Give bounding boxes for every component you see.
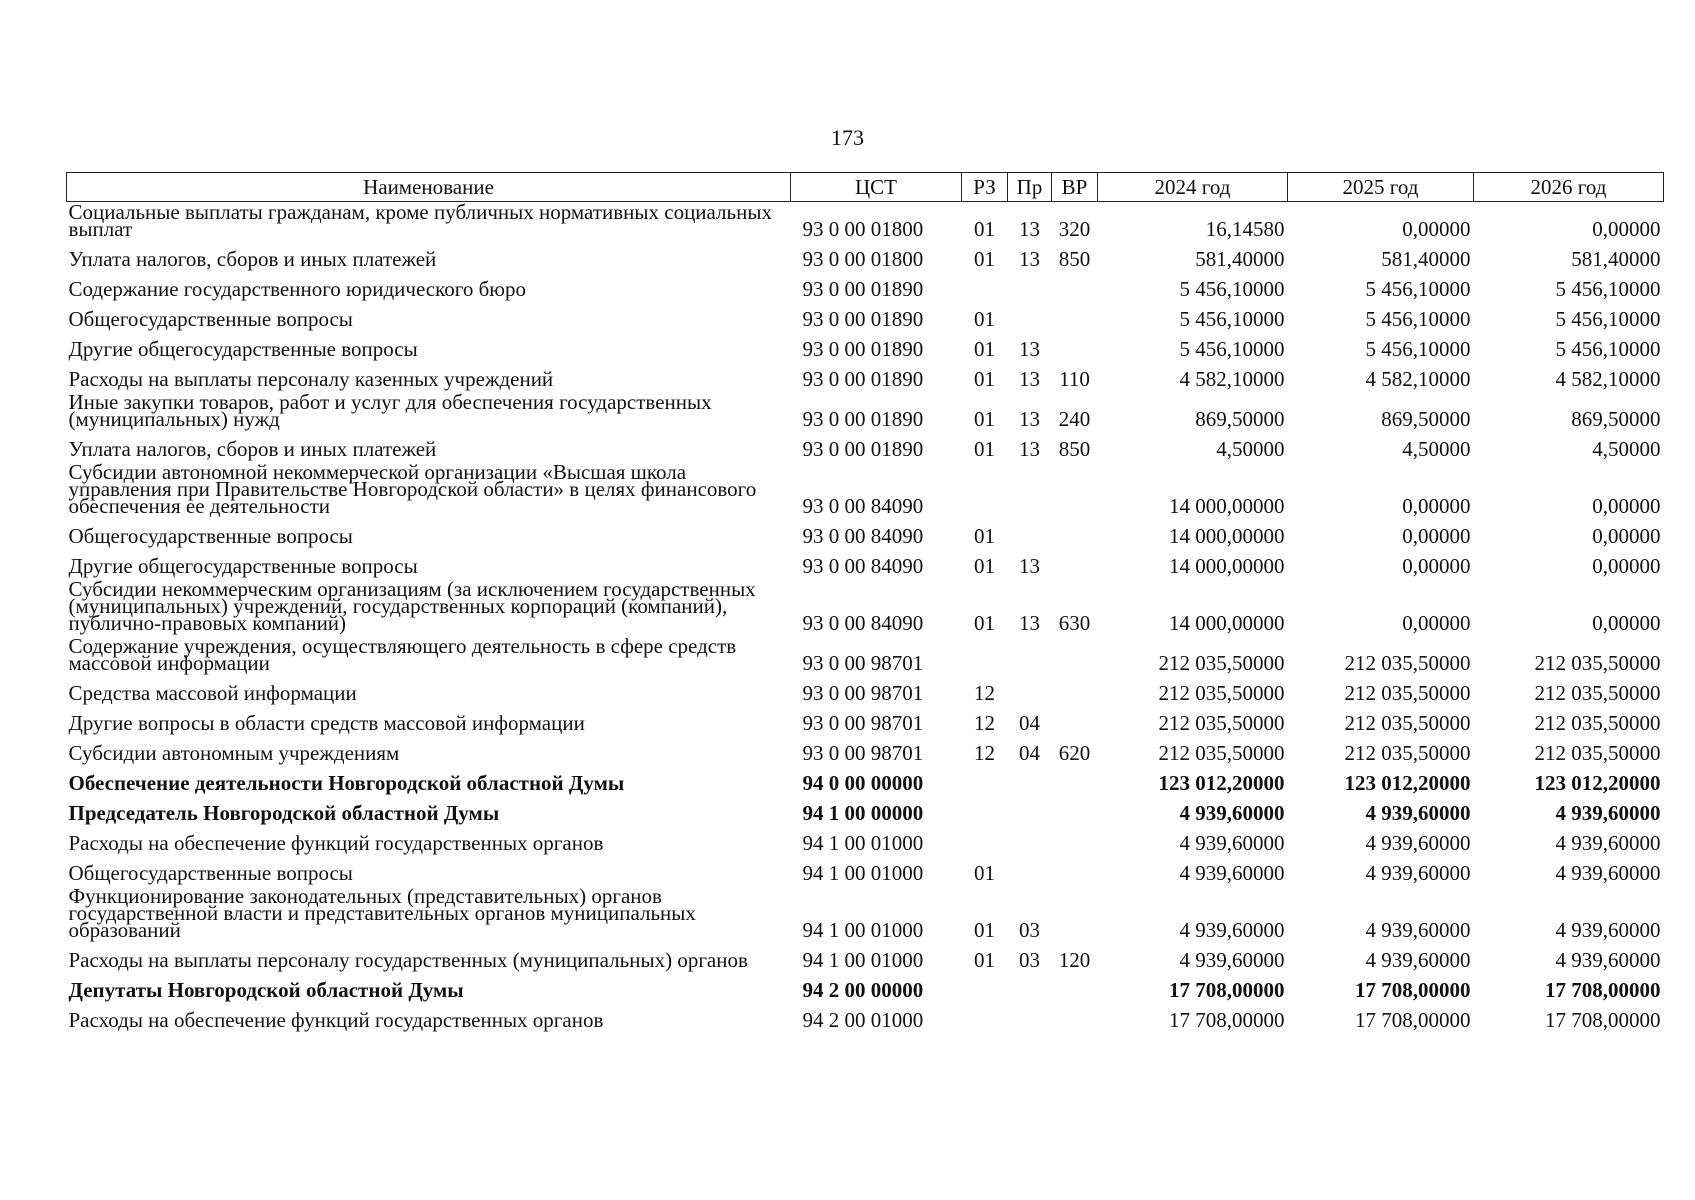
cell-pr: 13 [1019, 337, 1040, 361]
cell-rz: 01 [974, 861, 995, 885]
cell-2024: 4 939,60000 [1179, 948, 1285, 972]
cell-vr [1052, 856, 1098, 886]
cell-vr [1052, 706, 1098, 736]
cell-vr: 110 [1059, 367, 1090, 391]
cell-2026: 5 456,10000 [1555, 337, 1661, 361]
cell-2024: 4 939,60000 [1179, 801, 1285, 825]
column-header-cst: ЦСТ [791, 173, 962, 202]
cell-cst: 93 0 00 98701 [802, 681, 924, 705]
cell-rz: 01 [974, 217, 995, 241]
cell-2024: 14 000,00000 [1169, 611, 1285, 635]
cell-name: Расходы на обеспечение функций государственных органов [68, 1008, 604, 1032]
cell-name: Обеспечение деятельности Новгородской областной Думы [68, 771, 625, 795]
cell-name: Расходы на выплаты персоналу казенных учреждений [68, 367, 554, 391]
cell-2024: 5 456,10000 [1179, 277, 1285, 301]
cell-2025: 17 708,00000 [1355, 1008, 1471, 1032]
column-header-name: Наименование [67, 173, 791, 202]
cell-rz: 01 [974, 367, 995, 391]
cell-cst: 93 0 00 84090 [802, 554, 924, 578]
cell-rz: 01 [974, 948, 995, 972]
table-row [67, 202, 1664, 243]
cell-2024: 4 939,60000 [1179, 918, 1285, 942]
cell-pr [1008, 462, 1052, 519]
cell-2024: 17 708,00000 [1169, 1008, 1285, 1032]
cell-pr: 13 [1019, 611, 1040, 635]
cell-vr [1052, 519, 1098, 549]
cell-2026: 869,50000 [1571, 407, 1661, 431]
cell-pr [1008, 636, 1052, 676]
cell-rz: 01 [974, 611, 995, 635]
cell-name: Социальные выплаты гражданам, кроме публичных нормативных социальных выплат [68, 200, 772, 241]
cell-name: Общегосударственные вопросы [68, 524, 353, 548]
cell-pr: 04 [1019, 741, 1040, 765]
cell-2026: 17 708,00000 [1545, 1008, 1661, 1032]
cell-name: Расходы на выплаты персоналу государственных (муниципальных) органов [68, 948, 748, 972]
cell-vr [1052, 302, 1098, 332]
cell-2026: 0,00000 [1592, 217, 1661, 241]
cell-2025: 4 939,60000 [1365, 861, 1471, 885]
cell-pr [1008, 519, 1052, 549]
table-body [67, 202, 1664, 1034]
cell-vr [1052, 973, 1098, 1003]
cell-cst: 94 1 00 01000 [802, 948, 924, 972]
cell-2025: 581,40000 [1381, 247, 1471, 271]
cell-pr [1008, 676, 1052, 706]
cell-2025: 4 939,60000 [1365, 918, 1471, 942]
cell-2025: 0,00000 [1402, 554, 1471, 578]
cell-2024: 869,50000 [1195, 407, 1285, 431]
cell-2025: 0,00000 [1402, 524, 1471, 548]
cell-2026: 0,00000 [1592, 494, 1661, 518]
cell-2024: 5 456,10000 [1179, 337, 1285, 361]
cell-name: Депутаты Новгородской областной Думы [68, 978, 464, 1002]
column-header-pr: Пр [1008, 173, 1052, 202]
cell-2026: 4 939,60000 [1555, 801, 1661, 825]
cell-2026: 123 012,20000 [1534, 771, 1661, 795]
cell-pr [1008, 302, 1052, 332]
cell-pr [1008, 1003, 1052, 1033]
cell-vr [1052, 796, 1098, 826]
cell-vr [1052, 766, 1098, 796]
cell-pr [1008, 856, 1052, 886]
cell-2024: 16,14580 [1205, 217, 1285, 241]
cell-2026: 212 035,50000 [1534, 681, 1661, 705]
cell-2026: 4 939,60000 [1555, 918, 1661, 942]
cell-vr [1052, 886, 1098, 943]
cell-name: Уплата налогов, сборов и иных платежей [68, 247, 437, 271]
cell-2024: 581,40000 [1195, 247, 1285, 271]
table-row [67, 579, 1664, 636]
cell-cst: 93 0 00 98701 [802, 651, 924, 675]
cell-cst: 93 0 00 01890 [802, 437, 924, 461]
cell-cst: 93 0 00 01890 [802, 407, 924, 431]
cell-pr: 03 [1019, 948, 1040, 972]
cell-vr: 850 [1058, 247, 1091, 271]
cell-cst: 93 0 00 01800 [802, 217, 924, 241]
table-row [67, 432, 1664, 462]
cell-2026: 4 939,60000 [1555, 861, 1661, 885]
cell-cst: 93 0 00 01890 [802, 367, 924, 391]
cell-2025: 212 035,50000 [1344, 741, 1471, 765]
cell-name: Иные закупки товаров, работ и услуг для обеспечения государственных (муниципальных) нужд [68, 390, 712, 431]
cell-cst: 93 0 00 01800 [802, 247, 924, 271]
column-header-2024: 2024 год [1098, 173, 1288, 202]
table-row [67, 636, 1664, 676]
cell-2026: 17 708,00000 [1545, 978, 1661, 1002]
cell-pr [1008, 826, 1052, 856]
cell-cst: 93 0 00 84090 [802, 494, 924, 518]
table-row [67, 826, 1664, 856]
table-row [67, 736, 1664, 766]
cell-cst: 93 0 00 01890 [802, 307, 924, 331]
cell-cst: 93 0 00 01890 [802, 277, 924, 301]
cell-2026: 5 456,10000 [1555, 277, 1661, 301]
table-row [67, 519, 1664, 549]
cell-rz: 01 [974, 437, 995, 461]
cell-vr [1052, 636, 1098, 676]
cell-rz: 12 [974, 711, 995, 735]
page-number: 173 [831, 125, 864, 150]
cell-name: Субсидии автономным учреждениям [68, 741, 400, 765]
cell-vr [1052, 1003, 1098, 1033]
cell-vr: 320 [1058, 217, 1091, 241]
cell-rz [962, 973, 1008, 1003]
cell-2025: 869,50000 [1381, 407, 1471, 431]
cell-pr: 13 [1019, 407, 1040, 431]
cell-cst: 94 1 00 01000 [802, 918, 924, 942]
cell-vr [1052, 549, 1098, 579]
cell-name: Другие общегосударственные вопросы [68, 337, 418, 361]
table-row [67, 392, 1664, 432]
cell-2024: 4 582,10000 [1179, 367, 1285, 391]
cell-2025: 0,00000 [1402, 217, 1471, 241]
cell-2024: 14 000,00000 [1169, 494, 1285, 518]
cell-2026: 4,50000 [1592, 437, 1661, 461]
cell-2025: 17 708,00000 [1355, 978, 1471, 1002]
cell-2024: 4 939,60000 [1179, 861, 1285, 885]
cell-vr: 620 [1058, 741, 1091, 765]
cell-pr: 13 [1019, 367, 1040, 391]
cell-pr [1008, 796, 1052, 826]
cell-cst: 94 2 00 01000 [802, 1008, 924, 1032]
column-header-2026: 2026 год [1474, 173, 1664, 202]
cell-pr: 13 [1019, 437, 1040, 461]
cell-2026: 5 456,10000 [1555, 307, 1661, 331]
cell-rz: 01 [974, 407, 995, 431]
cell-name: Общегосударственные вопросы [68, 861, 353, 885]
cell-2024: 17 708,00000 [1169, 978, 1285, 1002]
column-header-vr: ВР [1052, 173, 1098, 202]
cell-2024: 14 000,00000 [1169, 524, 1285, 548]
cell-cst: 93 0 00 84090 [802, 611, 924, 635]
cell-2025: 4,50000 [1402, 437, 1471, 461]
cell-cst: 93 0 00 84090 [802, 524, 924, 548]
cell-2025: 5 456,10000 [1365, 337, 1471, 361]
cell-2024: 212 035,50000 [1158, 681, 1285, 705]
cell-2026: 4 582,10000 [1555, 367, 1661, 391]
cell-vr: 120 [1058, 948, 1091, 972]
cell-rz: 01 [974, 554, 995, 578]
cell-vr [1052, 462, 1098, 519]
cell-2024: 5 456,10000 [1179, 307, 1285, 331]
cell-pr [1008, 973, 1052, 1003]
cell-name: Субсидии автономной некоммерческой организации «Высшая школа управления при Правительстве Новгородской области» в целях финансового обеспечения ее деятельности [68, 460, 757, 518]
cell-2026: 212 035,50000 [1534, 711, 1661, 735]
table-row [67, 676, 1664, 706]
cell-cst: 94 2 00 00000 [802, 978, 924, 1002]
table-row [67, 332, 1664, 362]
cell-vr [1052, 332, 1098, 362]
cell-pr [1008, 766, 1052, 796]
cell-2024: 212 035,50000 [1158, 711, 1285, 735]
cell-2025: 123 012,20000 [1344, 771, 1471, 795]
cell-rz: 12 [974, 741, 995, 765]
cell-2025: 5 456,10000 [1365, 307, 1471, 331]
cell-pr: 13 [1019, 554, 1040, 578]
cell-pr: 03 [1019, 918, 1040, 942]
cell-name: Средства массовой информации [68, 681, 357, 705]
table-row [67, 462, 1664, 519]
cell-2025: 4 939,60000 [1365, 948, 1471, 972]
column-header-rz: РЗ [962, 173, 1008, 202]
cell-rz [962, 766, 1008, 796]
cell-2024: 212 035,50000 [1158, 741, 1285, 765]
cell-2025: 5 456,10000 [1365, 277, 1471, 301]
cell-name: Содержание учреждения, осуществляющего деятельность в сфере средств массовой информации [68, 634, 737, 675]
cell-vr [1052, 676, 1098, 706]
cell-rz [962, 826, 1008, 856]
cell-rz [962, 636, 1008, 676]
table-row [67, 1003, 1664, 1033]
cell-vr: 630 [1058, 611, 1091, 635]
cell-2026: 0,00000 [1592, 554, 1661, 578]
cell-cst: 94 1 00 00000 [802, 801, 924, 825]
cell-2025: 4 939,60000 [1365, 801, 1471, 825]
cell-rz: 01 [974, 918, 995, 942]
table-row [67, 856, 1664, 886]
column-header-2025: 2025 год [1288, 173, 1474, 202]
table-row [67, 706, 1664, 736]
cell-2025: 4 939,60000 [1365, 831, 1471, 855]
cell-vr [1052, 826, 1098, 856]
cell-name: Функционирование законодательных (представительных) органов государственной власти и представительных органов муниципальных образований [68, 884, 696, 942]
cell-cst: 94 1 00 01000 [802, 831, 924, 855]
cell-2025: 4 582,10000 [1365, 367, 1471, 391]
cell-2024: 212 035,50000 [1158, 651, 1285, 675]
cell-rz [962, 1003, 1008, 1033]
table-row [67, 242, 1664, 272]
cell-rz: 01 [974, 524, 995, 548]
cell-2025: 212 035,50000 [1344, 711, 1471, 735]
table-row [67, 302, 1664, 332]
table-row [67, 943, 1664, 973]
cell-name: Уплата налогов, сборов и иных платежей [68, 437, 437, 461]
table-row [67, 766, 1664, 796]
table-row [67, 272, 1664, 302]
cell-pr [1008, 272, 1052, 302]
cell-name: Общегосударственные вопросы [68, 307, 353, 331]
cell-rz: 12 [974, 681, 995, 705]
cell-2026: 212 035,50000 [1534, 741, 1661, 765]
cell-2025: 212 035,50000 [1344, 651, 1471, 675]
table-row [67, 549, 1664, 579]
cell-rz: 01 [974, 337, 995, 361]
cell-vr: 850 [1058, 437, 1091, 461]
cell-vr: 240 [1058, 407, 1091, 431]
cell-2026: 4 939,60000 [1555, 831, 1661, 855]
cell-2025: 212 035,50000 [1344, 681, 1471, 705]
cell-2024: 4 939,60000 [1179, 831, 1285, 855]
cell-2024: 123 012,20000 [1158, 771, 1285, 795]
cell-cst: 93 0 00 01890 [802, 337, 924, 361]
cell-cst: 94 1 00 01000 [802, 861, 924, 885]
cell-name: Расходы на обеспечение функций государственных органов [68, 831, 604, 855]
cell-2025: 0,00000 [1402, 611, 1471, 635]
cell-2026: 0,00000 [1592, 611, 1661, 635]
cell-name: Содержание государственного юридического бюро [68, 277, 526, 301]
cell-pr: 13 [1019, 217, 1040, 241]
table-row [67, 886, 1664, 943]
cell-2026: 4 939,60000 [1555, 948, 1661, 972]
cell-pr: 04 [1019, 711, 1040, 735]
cell-cst: 93 0 00 98701 [802, 741, 924, 765]
cell-pr: 13 [1019, 247, 1040, 271]
table-row [67, 362, 1664, 392]
cell-rz [962, 462, 1008, 519]
cell-cst: 94 0 00 00000 [802, 771, 924, 795]
table-header-row [67, 173, 1664, 202]
table-row [67, 796, 1664, 826]
cell-name: Субсидии некоммерческим организациям (за исключением государственных (муниципальных) учреждений, государственных корпораций (компаний), публично-правовых компаний) [68, 577, 756, 635]
cell-rz: 01 [974, 307, 995, 331]
cell-2026: 581,40000 [1571, 247, 1661, 271]
cell-name: Другие вопросы в области средств массовой информации [68, 711, 585, 735]
cell-rz: 01 [974, 247, 995, 271]
cell-name: Другие общегосударственные вопросы [68, 554, 418, 578]
table-row [67, 973, 1664, 1003]
cell-rz [962, 272, 1008, 302]
cell-2024: 14 000,00000 [1169, 554, 1285, 578]
cell-name: Председатель Новгородской областной Думы [68, 801, 500, 825]
budget-table [66, 172, 1664, 1033]
cell-2026: 0,00000 [1592, 524, 1661, 548]
cell-2024: 4,50000 [1216, 437, 1285, 461]
cell-2026: 212 035,50000 [1534, 651, 1661, 675]
cell-cst: 93 0 00 98701 [802, 711, 924, 735]
cell-rz [962, 796, 1008, 826]
cell-vr [1052, 272, 1098, 302]
cell-2025: 0,00000 [1402, 494, 1471, 518]
